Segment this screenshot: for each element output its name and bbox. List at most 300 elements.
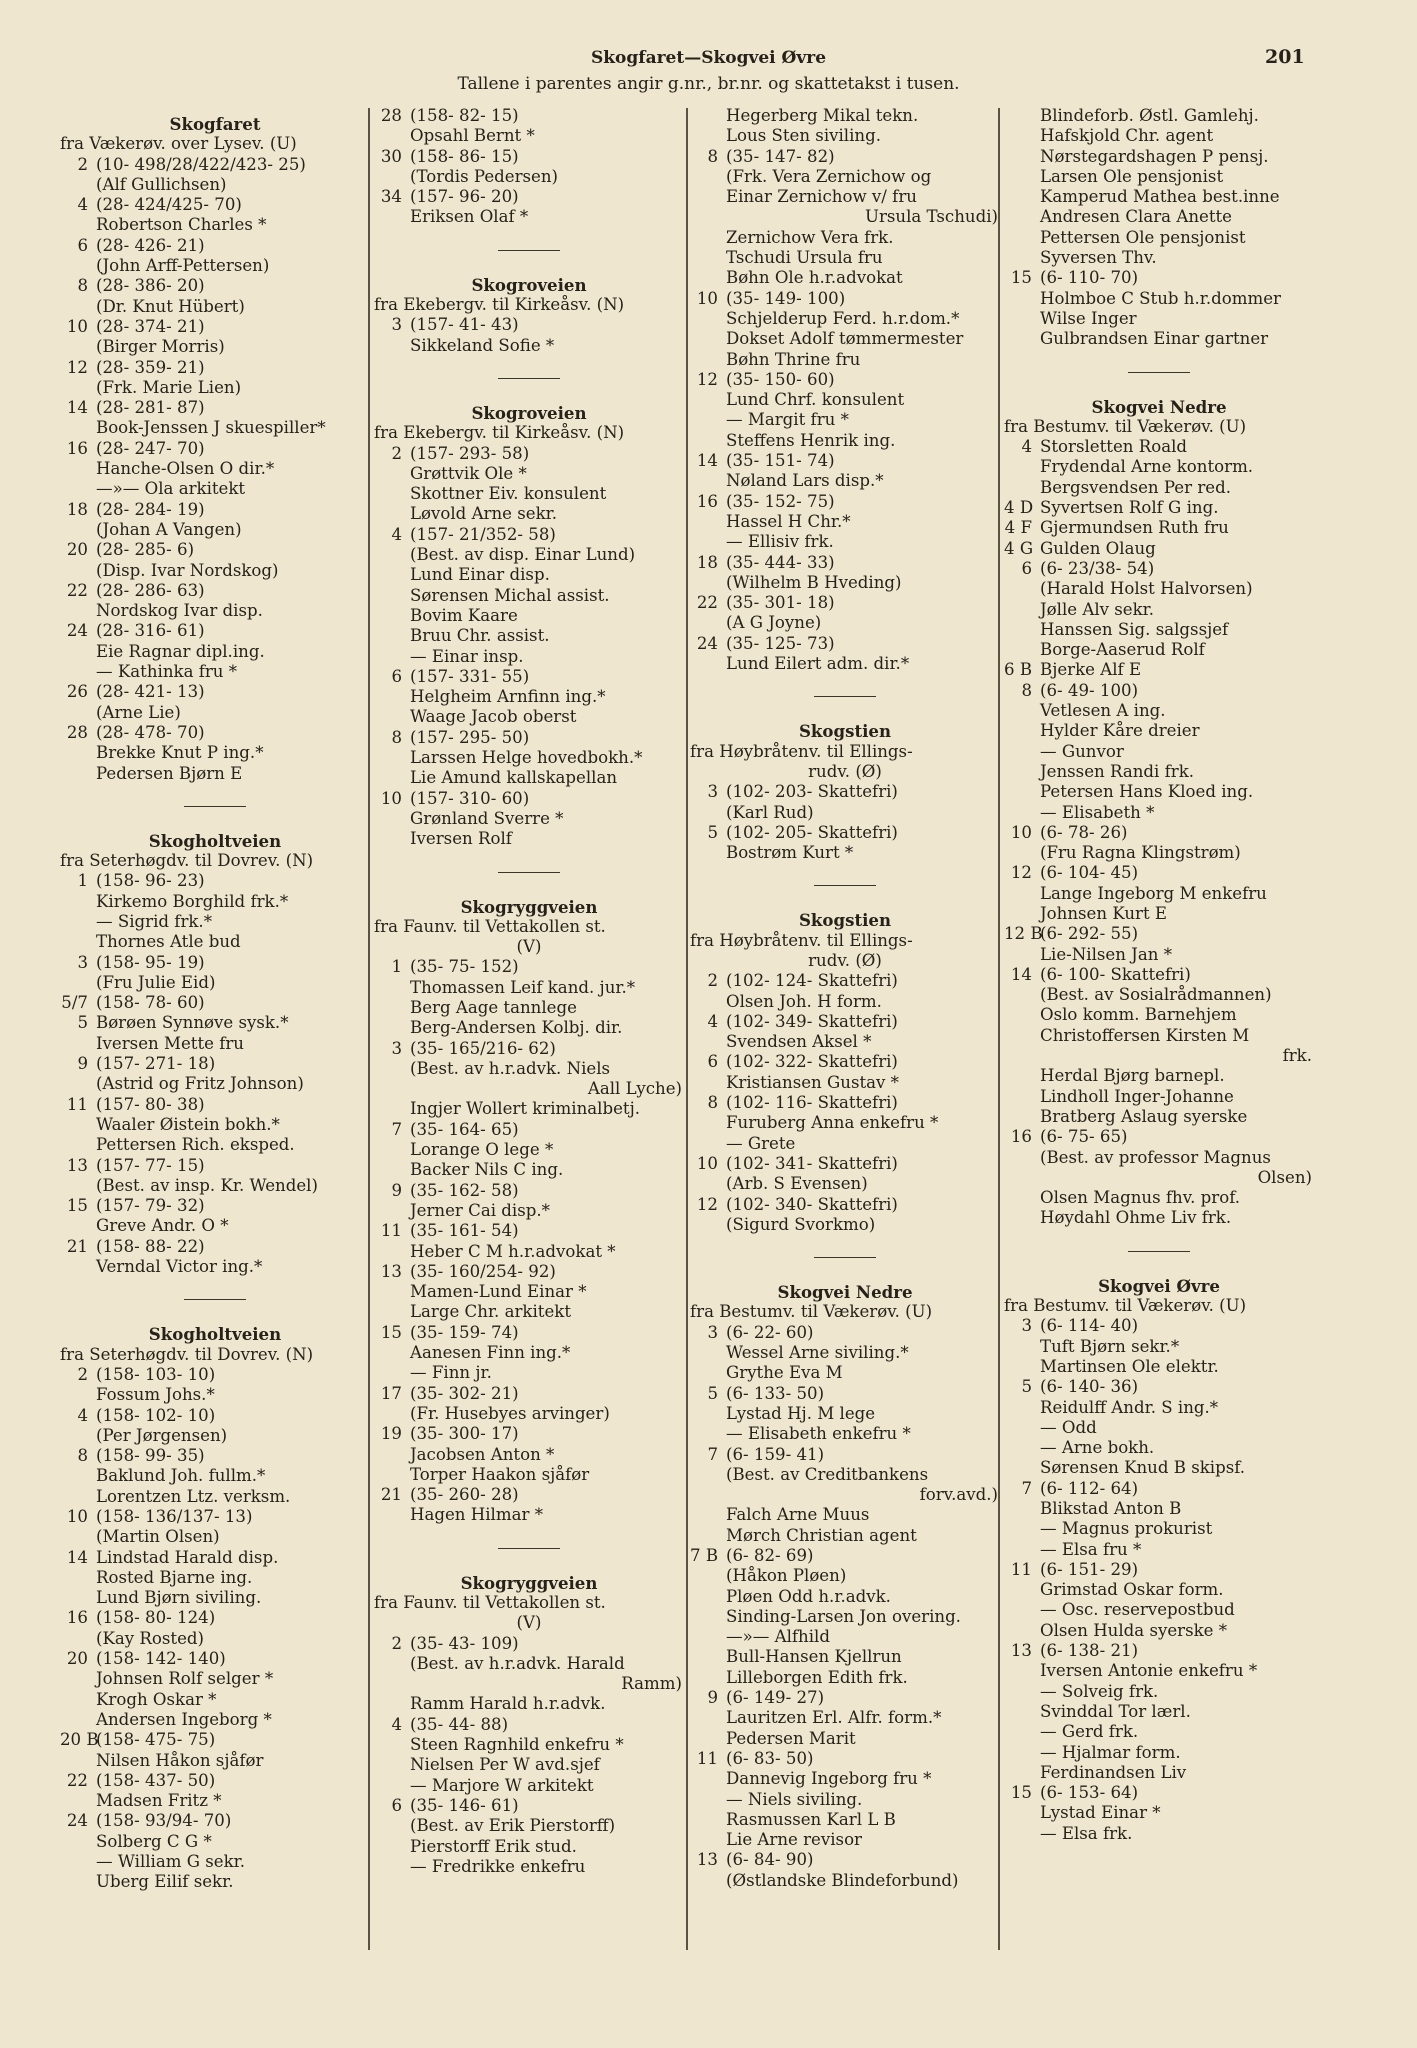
directory-entry [374, 1465, 684, 1485]
house-number: 13 [1010, 1641, 1032, 1661]
entry-text: Aanesen Finn ing.* [410, 1343, 571, 1363]
entry-text: Gulbrandsen Einar gartner [1040, 329, 1269, 349]
entry-text: Helgheim Arnfinn ing.* [410, 687, 606, 707]
directory-entry [60, 256, 370, 276]
directory-entry [690, 1073, 1000, 1093]
house-number: 4 G [1004, 538, 1034, 558]
directory-entry [60, 642, 370, 662]
house-number [1004, 1743, 1040, 1763]
entry-text: (Birger Morris) [96, 337, 225, 357]
house-number [60, 1710, 96, 1730]
entry-text: Dokset Adolf tømmermester [726, 329, 964, 349]
entry-text: (28- 421- 13) [96, 682, 205, 702]
house-number [60, 1176, 96, 1196]
directory-entry [60, 1237, 370, 1257]
section-separator [184, 806, 246, 807]
entry-text: Madsen Fritz * [96, 1791, 222, 1811]
directory-entry [60, 1690, 370, 1710]
directory-entry [60, 581, 370, 601]
street-extent: fra Vækerøv. over Lysev. (U) [60, 134, 297, 154]
street-section [690, 1282, 1000, 1891]
entry-text: Vetlesen A ing. [1040, 701, 1166, 721]
directory-entry [60, 662, 370, 682]
directory-entry [60, 1095, 370, 1115]
entry-text: Olsen Hulda syerske * [1040, 1620, 1228, 1640]
entry-text: Christoffersen Kirsten M [1040, 1025, 1250, 1045]
house-number: 6 B [1004, 660, 1033, 680]
entry-text: (Disp. Ivar Nordskog) [96, 560, 279, 580]
house-number [1004, 1005, 1040, 1025]
house-number [690, 1668, 726, 1688]
entry-text: Kristiansen Gustav * [726, 1072, 899, 1092]
house-number [60, 1115, 96, 1135]
directory-entry [1004, 289, 1314, 309]
directory-entry [374, 1221, 684, 1241]
entry-text: Andersen Ingeborg * [96, 1709, 272, 1729]
directory-entry [374, 957, 684, 977]
directory-entry [690, 370, 1000, 390]
entry-text: Torper Haakon sjåfør [410, 1464, 590, 1484]
house-number [1004, 289, 1040, 309]
directory-entry [60, 155, 370, 175]
house-number [374, 1079, 410, 1099]
street-section [374, 275, 684, 356]
directory-entry [374, 106, 684, 126]
directory-entry [1004, 498, 1314, 518]
house-number [690, 167, 726, 187]
house-number [1004, 884, 1040, 904]
entry-text: (Fr. Husebyes arvinger) [410, 1403, 610, 1423]
directory-entry [690, 1505, 1000, 1525]
directory-entry [690, 1195, 1000, 1215]
directory-entry [1004, 1087, 1314, 1107]
house-number: 9 [707, 1688, 718, 1708]
directory-entry [1004, 965, 1314, 985]
directory-entry [690, 1566, 1000, 1586]
directory-entry [690, 1729, 1000, 1749]
house-number [690, 573, 726, 593]
directory-entry [1004, 1148, 1314, 1168]
entry-text: (Best. av insp. Kr. Wendel) [96, 1175, 318, 1195]
directory-entry [60, 1832, 370, 1852]
directory-entry [60, 953, 370, 973]
directory-entry [690, 1708, 1000, 1728]
house-number [374, 545, 410, 565]
entry-text: — Einar insp. [410, 646, 524, 666]
directory-entry [60, 297, 370, 317]
street-name: Skogryggveien [460, 1572, 598, 1593]
directory-entry [60, 1852, 370, 1872]
house-number: 5 [77, 1013, 88, 1033]
directory-entry [60, 1527, 370, 1547]
directory-entry [690, 613, 1000, 633]
house-number: 21 [66, 1236, 88, 1256]
house-number [60, 1629, 96, 1649]
house-number [1004, 985, 1040, 1005]
entry-text: Rasmussen Karl L B [726, 1809, 896, 1829]
directory-entry [1004, 823, 1314, 843]
house-number [60, 601, 96, 621]
house-number [60, 1568, 96, 1588]
house-number [690, 1647, 726, 1667]
house-number [690, 1215, 726, 1235]
house-number [1004, 228, 1040, 248]
entry-text: Jacobsen Anton * [410, 1444, 555, 1464]
entry-text: Book-Jenssen J skuespiller* [96, 418, 326, 438]
entry-text: (102- 205- Skattefri) [726, 822, 898, 842]
house-number [1004, 1148, 1040, 1168]
entry-text: Hegerberg Mikal tekn. [726, 106, 919, 125]
house-number [374, 809, 410, 829]
house-number [690, 1174, 726, 1194]
house-number [1004, 147, 1040, 167]
directory-entry [60, 1196, 370, 1216]
directory-entry [374, 1816, 684, 1836]
house-number: 12 [66, 357, 88, 377]
house-number [1004, 945, 1040, 965]
house-number: 13 [696, 1850, 718, 1870]
directory-entry [374, 1384, 684, 1404]
directory-entry [690, 1154, 1000, 1174]
entry-text: Ferdinandsen Liv [1040, 1762, 1187, 1782]
directory-entry [374, 1201, 684, 1221]
entry-text: — Kathinka fru * [96, 662, 238, 682]
directory-entry [690, 1445, 1000, 1465]
house-number [60, 1872, 96, 1892]
street-section [690, 106, 1000, 674]
directory-entry [374, 484, 684, 504]
entry-text: Skottner Eiv. konsulent [410, 484, 607, 504]
directory-entry [1004, 1398, 1314, 1418]
street-extent: fra Seterhøgdv. til Dovrev. (N) [60, 851, 314, 871]
directory-entry [374, 998, 684, 1018]
directory-entry [1004, 329, 1314, 349]
directory-entry [1004, 782, 1314, 802]
entry-text: Robertson Charles * [96, 215, 267, 235]
house-number [374, 1755, 410, 1775]
directory-entry [60, 1588, 370, 1608]
entry-text: Bull-Hansen Kjellrun [726, 1647, 902, 1667]
directory-entry [60, 1446, 370, 1466]
house-number: 4 [77, 195, 88, 215]
directory-entry [690, 1012, 1000, 1032]
street-extent: fra Bestumv. til Vækerøv. (U) [690, 1302, 933, 1322]
entry-text: (102- 203- Skattefri) [726, 782, 898, 802]
entry-text: Syversen Thv. [1040, 248, 1157, 268]
directory-entry [60, 1365, 370, 1385]
entry-text: Grøttvik Ole * [410, 463, 527, 483]
entry-text: Bovim Kaare [410, 605, 518, 625]
entry-text: (158- 142- 140) [96, 1649, 226, 1669]
house-number: 8 [77, 276, 88, 296]
directory-entry [374, 748, 684, 768]
directory-entry [1004, 1066, 1314, 1086]
directory-entry [690, 350, 1000, 370]
entry-text: Lund Eilert adm. dir.* [726, 654, 910, 674]
house-number [60, 912, 96, 932]
house-number [60, 1487, 96, 1507]
street-extent: fra Høybråtenv. til Ellings- [690, 741, 913, 761]
entry-text: Martinsen Ole elektr. [1040, 1356, 1219, 1376]
entry-text: (28- 424/425- 70) [96, 195, 242, 215]
house-number: 3 [707, 1322, 718, 1342]
entry-text: — Marjore W arkitekt [410, 1775, 594, 1795]
directory-entry [374, 829, 684, 849]
directory-entry [1004, 1743, 1314, 1763]
house-number [60, 215, 96, 235]
directory-entry [1004, 924, 1314, 944]
directory-entry [1004, 1580, 1314, 1600]
street-name: Skogholtveien [148, 830, 282, 851]
directory-entry [690, 167, 1000, 187]
entry-text: Krogh Oskar * [96, 1689, 217, 1709]
house-number [1004, 1580, 1040, 1600]
directory-entry [690, 1052, 1000, 1072]
directory-entry [374, 1654, 684, 1674]
house-number [690, 1404, 726, 1424]
entry-text: (157- 80- 38) [96, 1094, 205, 1114]
house-number: 3 [77, 952, 88, 972]
directory-entry [1004, 701, 1314, 721]
street-section [60, 114, 370, 784]
directory-entry [60, 973, 370, 993]
entry-text: —»— Ola arkitekt [96, 479, 246, 499]
directory-entry [60, 459, 370, 479]
house-number [60, 743, 96, 763]
entry-text: Baklund Joh. fullm.* [96, 1466, 266, 1486]
entry-text: (102- 349- Skattefri) [726, 1011, 898, 1031]
house-number [60, 932, 96, 952]
house-number [374, 1363, 410, 1383]
house-number [374, 829, 410, 849]
directory-entry [1004, 640, 1314, 660]
directory-entry [1004, 1127, 1314, 1147]
house-number [60, 337, 96, 357]
entry-text: Schjelderup Ferd. h.r.dom.* [726, 308, 960, 328]
house-number: 12 B [1004, 924, 1043, 944]
house-number [690, 1073, 726, 1093]
entry-text: (6- 110- 70) [1040, 268, 1139, 288]
directory-entry [690, 1424, 1000, 1444]
directory-entry [60, 932, 370, 952]
entry-text: (Sigurd Svorkmo) [726, 1214, 876, 1234]
directory-entry [690, 634, 1000, 654]
entry-text: (102- 341- Skattefri) [726, 1153, 898, 1173]
house-number [60, 561, 96, 581]
entry-text: Eie Ragnar dipl.ing. [96, 641, 265, 661]
directory-entry [60, 500, 370, 520]
column-2 [374, 106, 684, 1877]
directory-entry [374, 315, 684, 335]
house-number [374, 1302, 410, 1322]
house-number [374, 1018, 410, 1038]
house-number [374, 768, 410, 788]
house-number: 6 [391, 666, 402, 686]
entry-text: (157- 21/352- 58) [410, 524, 556, 544]
house-number [690, 1607, 726, 1627]
entry-text: (Johan A Vangen) [96, 519, 242, 539]
directory-entry [1004, 1600, 1314, 1620]
directory-entry [690, 1871, 1000, 1891]
house-number [690, 410, 726, 430]
street-extent: fra Faunv. til Vettakollen st. [374, 1593, 606, 1612]
directory-entry [374, 707, 684, 727]
entry-text: (158- 102- 10) [96, 1405, 216, 1425]
house-number: 6 [77, 235, 88, 255]
house-number [690, 1424, 726, 1444]
house-number [1004, 1107, 1040, 1127]
entry-text: Lystad Hj. M lege [726, 1403, 876, 1423]
house-number [690, 309, 726, 329]
house-number [690, 248, 726, 268]
entry-text: Wessel Arne siviling.* [726, 1343, 909, 1363]
house-number [1004, 640, 1040, 660]
entry-text: (157- 77- 15) [96, 1155, 205, 1175]
entry-text: — Magnus prokurist [1040, 1519, 1213, 1539]
directory-entry [1004, 126, 1314, 146]
directory-entry [60, 378, 370, 398]
house-number: 13 [380, 1261, 402, 1281]
directory-entry [690, 1134, 1000, 1154]
entry-text: — Elsa frk. [1040, 1823, 1133, 1843]
street-extent: (V) [516, 1613, 542, 1633]
directory-entry [374, 687, 684, 707]
street-section [374, 897, 684, 1526]
entry-text: Blindeforb. Østl. Gamlehj. [1040, 106, 1259, 125]
entry-text: (158- 80- 124) [96, 1608, 216, 1628]
entry-text: Olsen) [1257, 1167, 1312, 1187]
entry-text: Frydendal Arne kontorm. [1040, 457, 1254, 477]
house-number [60, 1257, 96, 1277]
entry-text: — Sigrid frk.* [96, 911, 213, 931]
house-number: 8 [707, 146, 718, 166]
entry-text: Eriksen Olaf * [410, 207, 529, 227]
directory-entry [374, 789, 684, 809]
directory-entry [1004, 1208, 1314, 1228]
entry-text: (6- 84- 90) [726, 1850, 814, 1870]
entry-text: (102- 124- Skattefri) [726, 971, 898, 991]
directory-entry [690, 1343, 1000, 1363]
house-number [60, 378, 96, 398]
entry-text: Blikstad Anton B [1040, 1499, 1182, 1518]
house-number [690, 350, 726, 370]
directory-entry [1004, 762, 1314, 782]
house-number [60, 175, 96, 195]
section-separator [814, 1257, 876, 1258]
house-number: 10 [1010, 822, 1032, 842]
directory-entry [1004, 1519, 1314, 1539]
entry-text: Large Chr. arkitekt [410, 1302, 572, 1322]
street-section [374, 403, 684, 850]
entry-text: Lange Ingeborg M enkefru [1040, 883, 1267, 903]
directory-entry [374, 126, 684, 146]
directory-entry [60, 621, 370, 641]
house-number [60, 973, 96, 993]
house-number: 6 [707, 1052, 718, 1072]
entry-text: (Astrid og Fritz Johnson) [96, 1074, 304, 1094]
directory-entry [374, 768, 684, 788]
entry-text: — Gunvor [1040, 741, 1124, 761]
house-number [690, 1810, 726, 1830]
directory-entry [1004, 457, 1314, 477]
directory-entry [690, 471, 1000, 491]
house-number: 1 [391, 957, 402, 977]
house-number [1004, 1621, 1040, 1641]
directory-entry [690, 410, 1000, 430]
entry-text: Dannevig Ingeborg fru * [726, 1769, 932, 1789]
directory-entry [690, 1749, 1000, 1769]
directory-entry [1004, 1046, 1314, 1066]
directory-entry [374, 1079, 684, 1099]
entry-text: (A G Joyne) [726, 613, 822, 633]
directory-entry [374, 1776, 684, 1796]
house-number: 22 [66, 580, 88, 600]
entry-text: (6- 23/38- 54) [1040, 558, 1155, 578]
directory-entry [1004, 1824, 1314, 1844]
house-number [374, 1837, 410, 1857]
entry-text: (157- 310- 60) [410, 788, 530, 808]
entry-text: Aall Lyche) [587, 1079, 682, 1099]
house-number: 22 [696, 593, 718, 613]
house-number [690, 1627, 726, 1647]
entry-text: (35- 159- 74) [410, 1322, 519, 1342]
directory-entry [1004, 1803, 1314, 1823]
entry-text: Berg Aage tannlege [410, 997, 577, 1017]
entry-text: Lorange O lege * [410, 1140, 554, 1160]
house-number: 13 [66, 1155, 88, 1175]
entry-text: Andresen Clara Anette [1040, 207, 1232, 227]
directory-entry [690, 289, 1000, 309]
house-number: 4 F [1004, 518, 1032, 538]
entry-text: Bruu Chr. assist. [410, 626, 550, 646]
directory-entry [1004, 1377, 1314, 1397]
section-separator [498, 872, 560, 873]
entry-text: Svendsen Aksel * [726, 1032, 872, 1052]
directory-entry [690, 1215, 1000, 1235]
house-number [1004, 126, 1040, 146]
directory-entry [690, 1688, 1000, 1708]
entry-text: (10- 498/28/422/423- 25) [96, 154, 306, 174]
directory-entry [60, 479, 370, 499]
house-number: 15 [380, 1322, 402, 1342]
entry-text: Johnsen Kurt E [1040, 903, 1168, 923]
directory-entry [374, 1715, 684, 1735]
entry-text: (158- 88- 22) [96, 1236, 205, 1256]
section-separator [1128, 1251, 1190, 1252]
directory-entry [60, 1608, 370, 1628]
house-number [1004, 457, 1040, 477]
house-number [374, 1445, 410, 1465]
house-number [1004, 600, 1040, 620]
directory-entry [690, 1790, 1000, 1810]
entry-text: Lorentzen Ltz. verksm. [96, 1486, 291, 1506]
house-number [374, 1776, 410, 1796]
directory-entry [690, 823, 1000, 843]
house-number: 7 [391, 1119, 402, 1139]
house-number [60, 520, 96, 540]
directory-entry [690, 1485, 1000, 1505]
directory-entry [690, 1113, 1000, 1133]
directory-entry [1004, 539, 1314, 559]
entry-text: (28- 285- 6) [96, 540, 195, 560]
house-number [1004, 1702, 1040, 1722]
house-number [690, 1871, 726, 1891]
house-number [374, 1099, 410, 1119]
house-number [1004, 1824, 1040, 1844]
street-section [690, 910, 1000, 1235]
street-name: Skogryggveien [460, 896, 598, 917]
house-number [374, 484, 410, 504]
